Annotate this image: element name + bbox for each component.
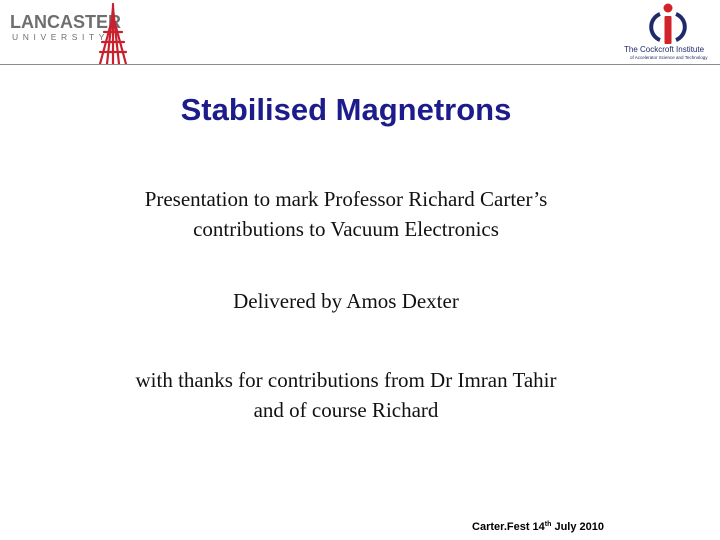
header-divider [0,64,720,65]
cockcroft-mark-icon [642,2,702,46]
slide-title: Stabilised Magnetrons [180,92,512,127]
lancaster-wordmark: LANCASTER [10,12,121,32]
paragraph-thanks [0,365,692,425]
lancaster-subtext: UNIVERSITY [12,32,110,42]
paragraph-line: Presentation to mark Professor Richard Carter’s [144,187,548,211]
footer-event-date [472,521,604,533]
cockcroft-tagline: of Accelerator Science and Technology [630,55,708,60]
lancaster-university-logo [6,2,136,66]
footer-ordinal: th [544,521,552,528]
footer-event: Carter.Fest 14 [472,521,545,533]
cockcroft-institute-logo [620,0,720,66]
lancaster-crest-icon [94,2,132,66]
paragraph-line: with thanks for contributions from Dr Imran Tahir [135,368,557,392]
footer-date-rest: July 2010 [551,521,604,533]
paragraph-delivered-by [0,286,692,316]
paragraph-line: Delivered by Amos Dexter [233,289,459,313]
paragraph-line: and of course Richard [253,398,439,422]
cockcroft-name: The Cockcroft Institute [624,45,705,54]
paragraph-presentation [0,184,692,244]
paragraph-line: contributions to Vacuum Electronics [193,217,499,241]
